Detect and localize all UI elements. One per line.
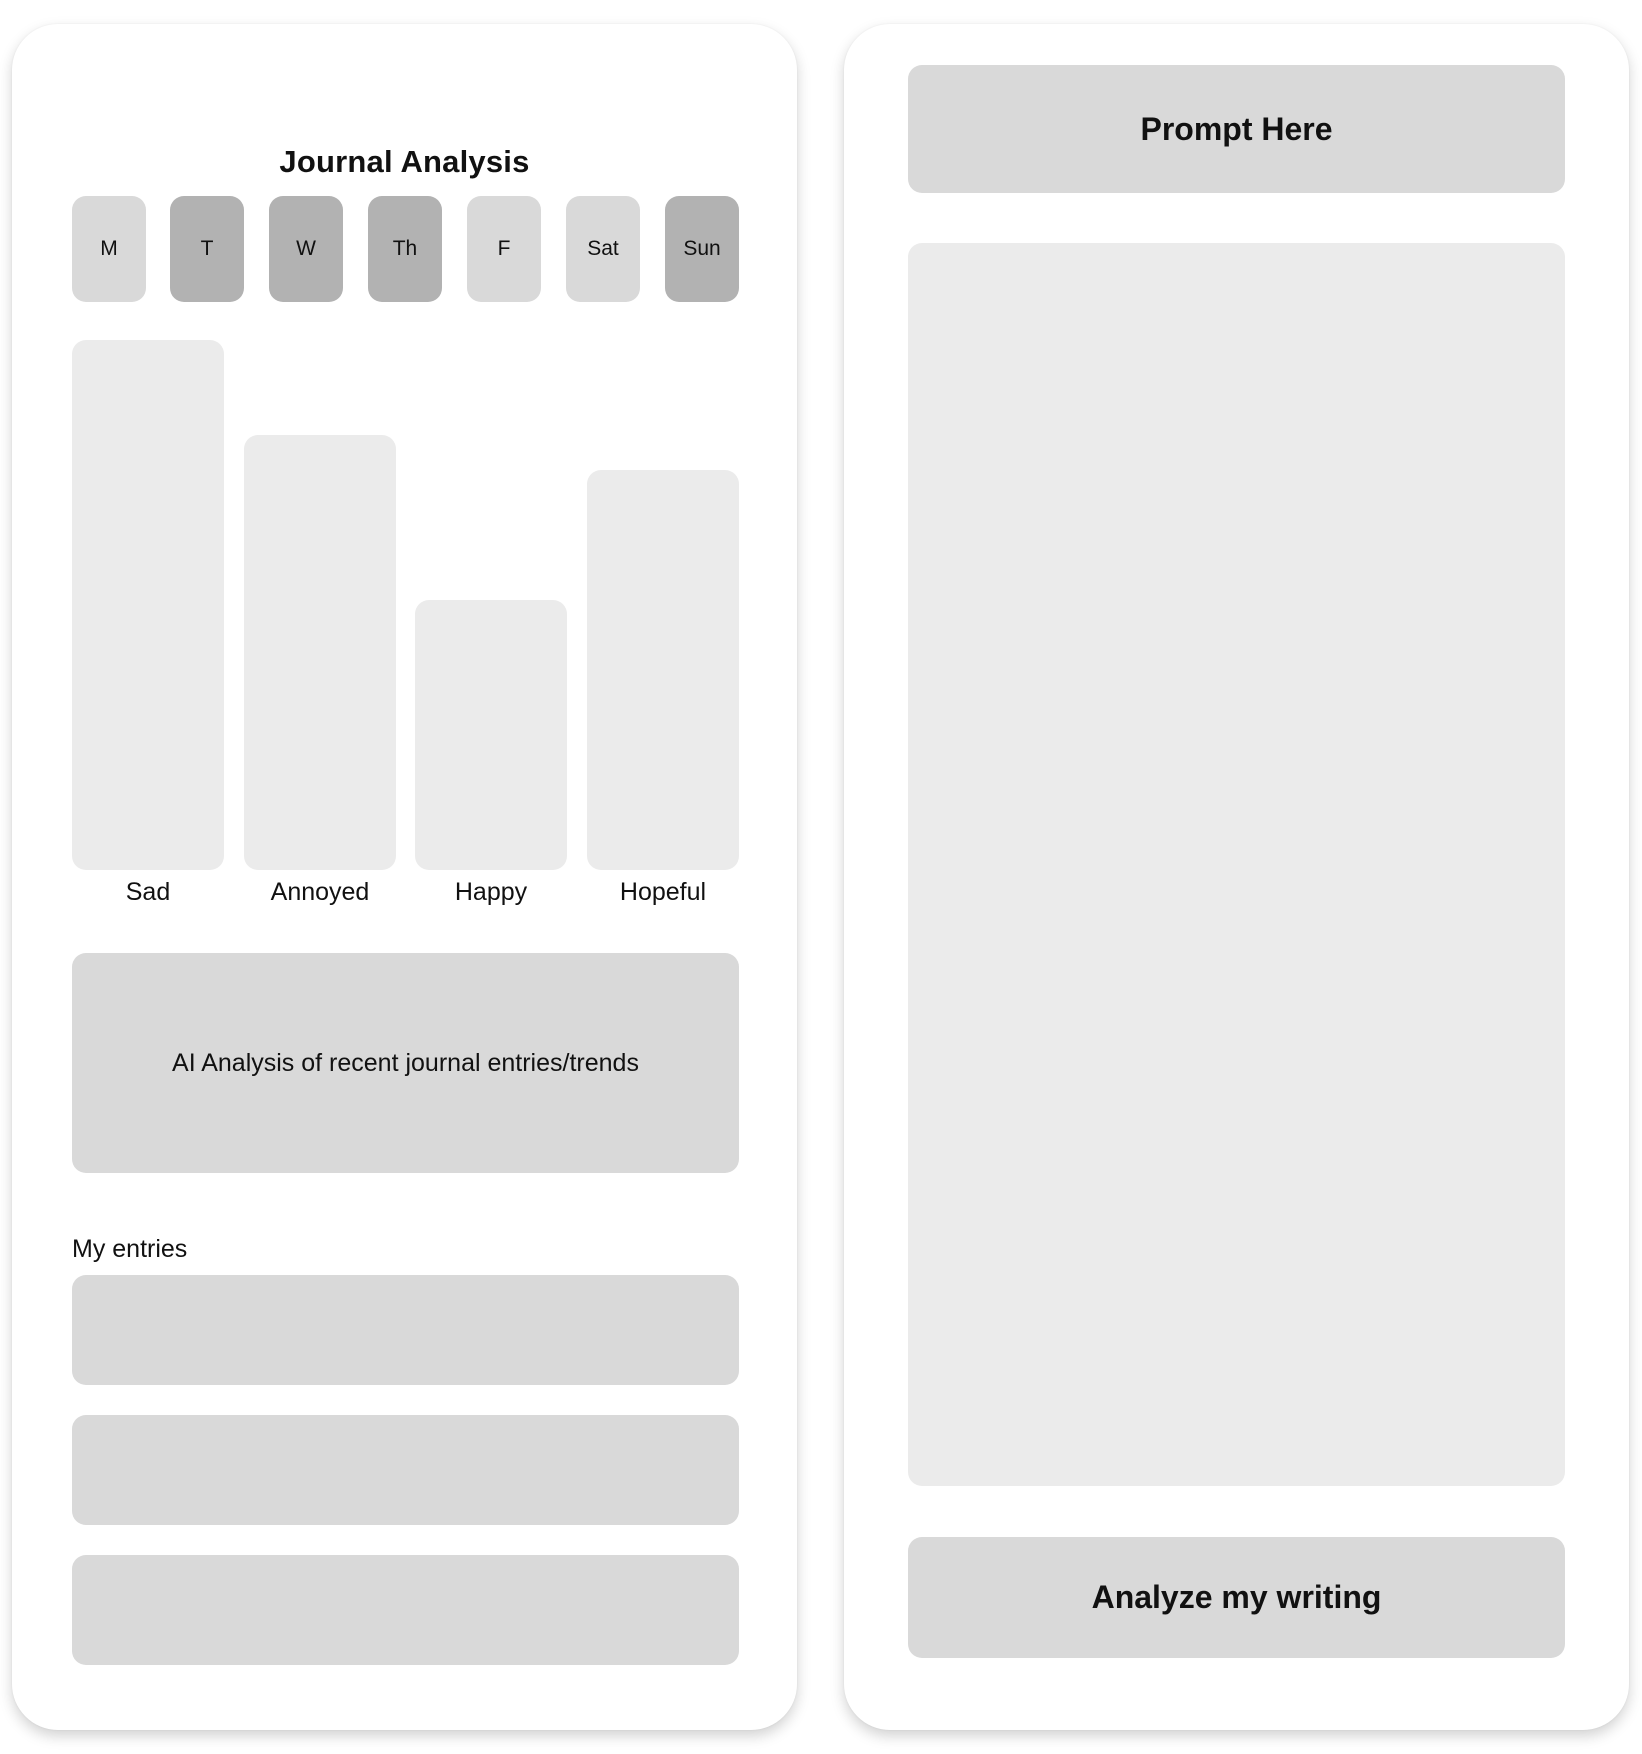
day-button-saturday[interactable] [566,196,640,302]
journal-writing-area[interactable] [908,243,1565,1486]
day-label: M [100,237,118,260]
day-button-tuesday[interactable] [170,196,244,302]
chart-bar-happy [415,600,567,870]
entry-item[interactable] [72,1275,739,1385]
day-selector [72,196,739,302]
day-label: T [200,237,214,260]
day-label: Th [392,237,418,260]
analyze-button-label: Analyze my writing [1091,1579,1382,1615]
day-button-thursday[interactable] [368,196,442,302]
ai-analysis-box [72,953,739,1173]
chart-category-label: Annoyed [270,878,370,906]
ai-analysis-text: AI Analysis of recent journal entries/trends [172,1048,639,1077]
chart-category-label: Hopeful [619,878,707,906]
chart-bar-sad [72,340,224,870]
journal-analysis-panel [12,24,797,1730]
day-label: Sat [587,237,619,260]
day-label: W [296,237,316,260]
chart-category-label: Happy [454,878,528,906]
prompt-box [908,65,1565,193]
prompt-label: Prompt Here [1140,110,1333,147]
day-button-monday[interactable] [72,196,146,302]
entries-heading: My entries [72,1235,188,1263]
day-label: Sun [683,237,721,260]
entry-item[interactable] [72,1555,739,1665]
day-label: F [497,237,511,260]
writing-panel [844,24,1629,1730]
chart-bar-annoyed [244,435,396,870]
page-title: Journal Analysis [279,144,530,179]
day-button-friday[interactable] [467,196,541,302]
entry-item[interactable] [72,1415,739,1525]
analyze-writing-button[interactable] [908,1537,1565,1658]
chart-bar-hopeful [587,470,739,870]
day-button-sunday[interactable] [665,196,739,302]
chart-category-label: Sad [125,878,171,906]
mood-bar-chart [72,340,739,906]
day-button-wednesday[interactable] [269,196,343,302]
